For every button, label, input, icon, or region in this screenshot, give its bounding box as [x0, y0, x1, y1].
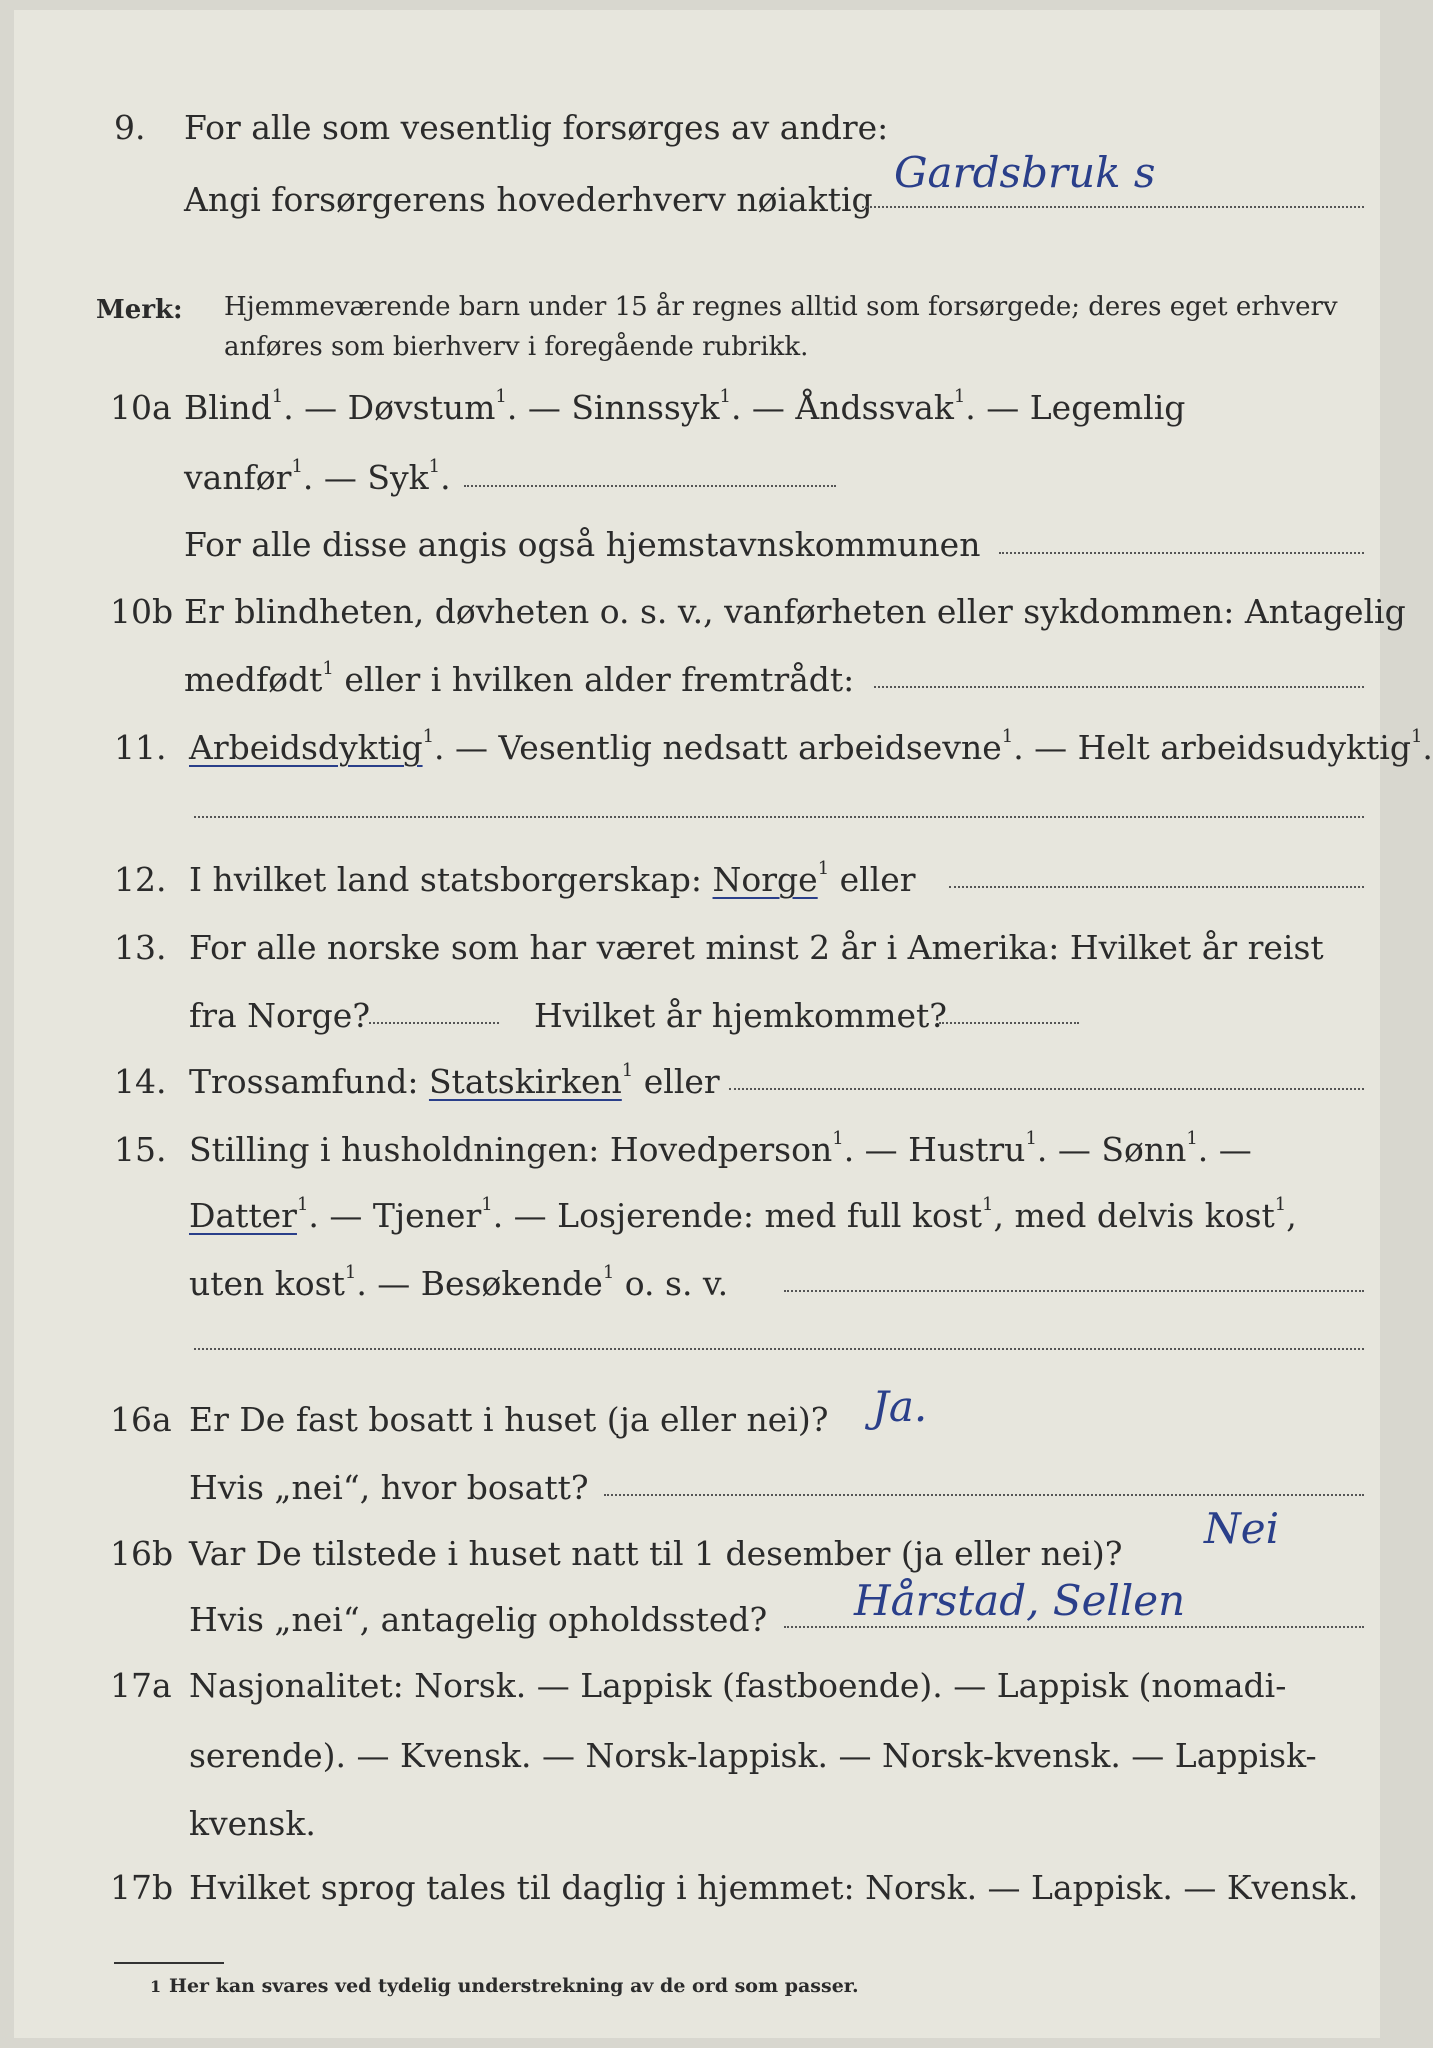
q10a-line2: vanfør$^1$. — Syk$^1$.	[184, 456, 451, 497]
q12-line: I hvilket land statsborgerskap: Norge$^1$ eller	[189, 858, 916, 899]
q14-answer-line	[729, 1088, 1364, 1090]
q16b-line2: Hvis „nei“, antagelig opholdssted?	[189, 1600, 768, 1639]
q17a-line1: Nasjonalitet: Norsk. — Lappisk (fastboende). — Lappisk (nomadi-	[189, 1666, 1287, 1705]
q10a-line1: Blind$^1$. — Døvstum$^1$. — Sinnssyk$^1$. — Åndssvak$^1$. — Legemlig	[184, 386, 1186, 427]
q13-reist-label: fra Norge?	[189, 996, 371, 1035]
footnote-text: Her kan svares ved tydelig understrekning av de ord som passer.	[169, 1975, 859, 1997]
q9-line2: Angi forsørgerens hovederhverv nøiaktig	[184, 180, 873, 219]
q15-line2: Datter$^1$. — Tjener$^1$. — Losjerende: med full kost$^1$, med delvis kost$^1$,	[189, 1194, 1297, 1235]
q10b-answer-line	[874, 686, 1364, 688]
q10b-number: 10b	[110, 592, 174, 631]
q14-line: Trossamfund: Statskirken$^1$ eller	[189, 1060, 720, 1101]
footnote-rule	[114, 1962, 224, 1964]
q15-extra-line	[194, 1348, 1364, 1350]
q16a-handwritten-answer: Ja.	[872, 1382, 928, 1431]
q11-line: Arbeidsdyktig$^1$. — Vesentlig nedsatt arbeidsevne$^1$. — Helt arbeidsudyktig$^1$.	[189, 726, 1433, 767]
q17a-number: 17a	[110, 1666, 172, 1705]
census-form-page	[14, 10, 1433, 2038]
q13-number: 13.	[114, 928, 167, 967]
q9-handwritten-answer: Gardsbruk s	[894, 148, 1156, 197]
q17a-line2: serende). — Kvensk. — Norsk-lappisk. — Norsk-kvensk. — Lappisk-	[189, 1736, 1317, 1775]
q10b-line2: medfødt$^1$ eller i hvilken alder fremtrådt:	[184, 658, 855, 699]
q16a-number: 16a	[110, 1400, 172, 1439]
q17b-number: 17b	[110, 1868, 174, 1907]
q11-answer-line	[194, 816, 1364, 818]
q9-line1: For alle som vesentlig forsørges av andre:	[184, 108, 889, 147]
q16b-number: 16b	[110, 1534, 174, 1573]
q16b-handwritten-answer1: Nei	[1204, 1504, 1280, 1553]
q13-line1: For alle norske som har været minst 2 år i Amerika: Hvilket år reist	[189, 928, 1324, 967]
q10a-number: 10a	[110, 388, 172, 427]
q13-hjemkommet-line	[939, 1022, 1079, 1024]
q13-reist-line	[369, 1022, 499, 1024]
q16a-answer-line	[604, 1494, 1364, 1496]
q10a-line3: For alle disse angis også hjemstavnskommunen	[184, 525, 981, 564]
q16b-answer-line	[784, 1626, 1364, 1628]
q15-line1: Stilling i husholdningen: Hovedperson$^1$. — Hustru$^1$. — Sønn$^1$. —	[189, 1128, 1252, 1169]
q10b-line1: Er blindheten, døvheten o. s. v., vanførheten eller sykdommen: Antagelig	[184, 592, 1406, 631]
q12-number: 12.	[114, 860, 167, 899]
q12-answer-line	[949, 886, 1364, 888]
q9-number: 9.	[114, 108, 146, 147]
q13-hjemkommet-label: Hvilket år hjemkommet?	[534, 996, 947, 1035]
q15-number: 15.	[114, 1130, 167, 1169]
footnote-mark: 1	[150, 1977, 162, 1996]
q9-answer-line	[862, 206, 1364, 208]
merk-label: Merk:	[96, 295, 183, 325]
q16a-line2: Hvis „nei“, hvor bosatt?	[189, 1468, 589, 1507]
q15-answer-line	[784, 1290, 1364, 1292]
q10a-answer-line	[464, 485, 836, 487]
q10a-hjemstavn-line	[999, 552, 1364, 554]
q17b-line1: Hvilket sprog tales til daglig i hjemmet: Norsk. — Lappisk. — Kvensk.	[189, 1868, 1359, 1907]
merk-line1: Hjemmeværende barn under 15 år regnes alltid som forsørgede; deres eget erhverv	[224, 292, 1338, 322]
q14-number: 14.	[114, 1062, 167, 1101]
q16a-line1: Er De fast bosatt i huset (ja eller nei)?	[189, 1400, 829, 1439]
q15-line3: uten kost$^1$. — Besøkende$^1$ o. s. v.	[189, 1262, 729, 1303]
q11-number: 11.	[114, 728, 167, 767]
merk-line2: anføres som bierhverv i foregående rubrikk.	[224, 332, 809, 362]
q16b-line1: Var De tilstede i huset natt til 1 desember (ja eller nei)?	[189, 1534, 1123, 1573]
q17a-line3: kvensk.	[189, 1804, 316, 1843]
q16b-handwritten-answer2: Hårstad, Sellen	[854, 1576, 1186, 1625]
